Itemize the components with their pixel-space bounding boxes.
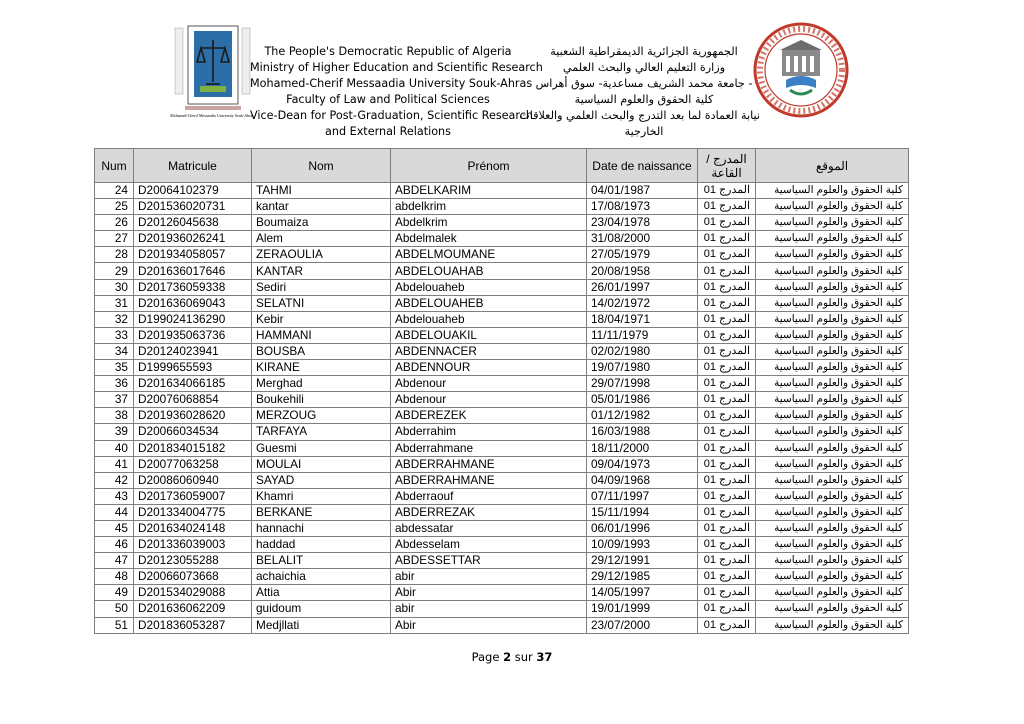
row-date: 23/07/2000 <box>587 617 698 633</box>
row-prenom: abdessatar <box>391 520 587 536</box>
row-amphi: المدرج 01 <box>698 295 756 311</box>
row-prenom: Abderraouf <box>391 488 587 504</box>
header-ar-line: كلية الحقوق والعلوم السياسية <box>574 93 714 106</box>
row-matricule: D201336039003 <box>134 537 252 553</box>
row-nom: Khamri <box>252 488 391 504</box>
footer-prefix: Page <box>471 650 500 664</box>
table-row <box>95 199 909 215</box>
row-lieu: كلية الحقوق والعلوم السياسية <box>756 553 909 569</box>
row-num: 50 <box>95 601 134 617</box>
row-nom: Merghad <box>252 376 391 392</box>
svg-text:Mohamed-Cherif Messaadia Unive: Mohamed-Cherif Messaadia University Souk-Ahras <box>170 113 254 118</box>
header-ar-line: وزارة التعليم العالي والبحث العلمي <box>562 61 726 74</box>
row-num: 38 <box>95 408 134 424</box>
row-matricule: D201636062209 <box>134 601 252 617</box>
row-num: 26 <box>95 215 134 231</box>
row-num: 32 <box>95 311 134 327</box>
row-nom: ZERAOULIA <box>252 247 391 263</box>
row-num: 30 <box>95 279 134 295</box>
row-prenom: Abdesselam <box>391 537 587 553</box>
row-date: 23/04/1978 <box>587 215 698 231</box>
page-footer <box>0 650 1024 664</box>
col-header-amphi: المدرج / القاعة <box>698 149 756 183</box>
table-row <box>95 343 909 359</box>
row-lieu: كلية الحقوق والعلوم السياسية <box>756 424 909 440</box>
row-num: 33 <box>95 327 134 343</box>
row-amphi: المدرج 01 <box>698 279 756 295</box>
row-date: 31/08/2000 <box>587 231 698 247</box>
row-matricule: D20123055288 <box>134 553 252 569</box>
row-prenom: Abdenour <box>391 392 587 408</box>
row-num: 29 <box>95 263 134 279</box>
row-matricule: D20124023941 <box>134 343 252 359</box>
row-lieu: كلية الحقوق والعلوم السياسية <box>756 183 909 199</box>
row-num: 25 <box>95 199 134 215</box>
row-num: 51 <box>95 617 134 633</box>
header-french <box>250 44 543 140</box>
row-lieu: كلية الحقوق والعلوم السياسية <box>756 376 909 392</box>
row-date: 20/08/1958 <box>587 263 698 279</box>
row-amphi: المدرج 01 <box>698 488 756 504</box>
row-num: 34 <box>95 343 134 359</box>
row-lieu: كلية الحقوق والعلوم السياسية <box>756 279 909 295</box>
row-amphi: المدرج 01 <box>698 520 756 536</box>
table-header-row <box>95 149 909 183</box>
row-matricule: D201736059007 <box>134 488 252 504</box>
row-lieu: كلية الحقوق والعلوم السياسية <box>756 360 909 376</box>
row-nom: MERZOUG <box>252 408 391 424</box>
row-num: 37 <box>95 392 134 408</box>
row-lieu: كلية الحقوق والعلوم السياسية <box>756 472 909 488</box>
table-row <box>95 263 909 279</box>
row-matricule: D201834015182 <box>134 440 252 456</box>
row-num: 47 <box>95 553 134 569</box>
row-lieu: كلية الحقوق والعلوم السياسية <box>756 585 909 601</box>
row-prenom: Abderrahim <box>391 424 587 440</box>
row-date: 04/01/1987 <box>587 183 698 199</box>
table-row <box>95 360 909 376</box>
row-matricule: D20066034534 <box>134 424 252 440</box>
row-lieu: كلية الحقوق والعلوم السياسية <box>756 537 909 553</box>
row-lieu: كلية الحقوق والعلوم السياسية <box>756 408 909 424</box>
row-lieu: كلية الحقوق والعلوم السياسية <box>756 520 909 536</box>
row-lieu: كلية الحقوق والعلوم السياسية <box>756 215 909 231</box>
row-amphi: المدرج 01 <box>698 376 756 392</box>
header-fr-line: The People's Democratic Republic of Algeria <box>264 45 512 58</box>
row-amphi: المدرج 01 <box>698 553 756 569</box>
row-matricule: D201936028620 <box>134 408 252 424</box>
row-date: 18/04/1971 <box>587 311 698 327</box>
row-amphi: المدرج 01 <box>698 456 756 472</box>
row-amphi: المدرج 01 <box>698 569 756 585</box>
table-row <box>95 585 909 601</box>
row-num: 46 <box>95 537 134 553</box>
row-matricule: D201936026241 <box>134 231 252 247</box>
row-nom: KIRANE <box>252 360 391 376</box>
row-lieu: كلية الحقوق والعلوم السياسية <box>756 617 909 633</box>
table-row <box>95 376 909 392</box>
table-row <box>95 231 909 247</box>
table-row <box>95 520 909 536</box>
row-amphi: المدرج 01 <box>698 537 756 553</box>
row-amphi: المدرج 01 <box>698 601 756 617</box>
row-lieu: كلية الحقوق والعلوم السياسية <box>756 504 909 520</box>
row-amphi: المدرج 01 <box>698 311 756 327</box>
row-prenom: ABDENNOUR <box>391 360 587 376</box>
row-nom: guidoum <box>252 601 391 617</box>
row-date: 29/07/1998 <box>587 376 698 392</box>
row-date: 14/05/1997 <box>587 585 698 601</box>
table-row <box>95 440 909 456</box>
row-num: 44 <box>95 504 134 520</box>
row-lieu: كلية الحقوق والعلوم السياسية <box>756 488 909 504</box>
footer-sep: sur <box>514 650 533 664</box>
row-nom: Alem <box>252 231 391 247</box>
row-nom: achaichia <box>252 569 391 585</box>
row-amphi: المدرج 01 <box>698 215 756 231</box>
row-amphi: المدرج 01 <box>698 504 756 520</box>
table-row <box>95 295 909 311</box>
table-row <box>95 327 909 343</box>
row-date: 06/01/1996 <box>587 520 698 536</box>
row-amphi: المدرج 01 <box>698 231 756 247</box>
row-nom: Boukehili <box>252 392 391 408</box>
row-nom: Boumaiza <box>252 215 391 231</box>
row-amphi: المدرج 01 <box>698 199 756 215</box>
row-prenom: Abir <box>391 585 587 601</box>
row-lieu: كلية الحقوق والعلوم السياسية <box>756 247 909 263</box>
row-amphi: المدرج 01 <box>698 617 756 633</box>
row-amphi: المدرج 01 <box>698 183 756 199</box>
row-amphi: المدرج 01 <box>698 408 756 424</box>
row-amphi: المدرج 01 <box>698 392 756 408</box>
row-matricule: D1999655593 <box>134 360 252 376</box>
row-num: 24 <box>95 183 134 199</box>
row-matricule: D199024136290 <box>134 311 252 327</box>
row-prenom: Abir <box>391 617 587 633</box>
header-fr-line: Ministry of Higher Education and Scientific Research <box>250 61 543 74</box>
faculty-logo <box>165 22 260 120</box>
row-lieu: كلية الحقوق والعلوم السياسية <box>756 343 909 359</box>
row-prenom: ABDENNACER <box>391 343 587 359</box>
col-header-nom: Nom <box>252 149 391 183</box>
row-lieu: كلية الحقوق والعلوم السياسية <box>756 295 909 311</box>
row-matricule: D201636017646 <box>134 263 252 279</box>
row-lieu: كلية الحقوق والعلوم السياسية <box>756 569 909 585</box>
row-nom: kantar <box>252 199 391 215</box>
row-num: 36 <box>95 376 134 392</box>
row-amphi: المدرج 01 <box>698 327 756 343</box>
col-header-date: Date de naissance <box>587 149 698 183</box>
table-row <box>95 488 909 504</box>
row-lieu: كلية الحقوق والعلوم السياسية <box>756 601 909 617</box>
row-num: 45 <box>95 520 134 536</box>
row-date: 26/01/1997 <box>587 279 698 295</box>
row-num: 27 <box>95 231 134 247</box>
row-matricule: D20076068854 <box>134 392 252 408</box>
row-date: 27/05/1979 <box>587 247 698 263</box>
col-header-num: Num <box>95 149 134 183</box>
row-date: 18/11/2000 <box>587 440 698 456</box>
table-row <box>95 504 909 520</box>
row-date: 09/04/1973 <box>587 456 698 472</box>
row-prenom: abir <box>391 569 587 585</box>
row-date: 07/11/1997 <box>587 488 698 504</box>
row-date: 10/09/1993 <box>587 537 698 553</box>
row-nom: Medjllati <box>252 617 391 633</box>
row-num: 35 <box>95 360 134 376</box>
header-fr-line: and External Relations <box>325 125 451 138</box>
row-date: 14/02/1972 <box>587 295 698 311</box>
row-amphi: المدرج 01 <box>698 472 756 488</box>
row-date: 05/01/1986 <box>587 392 698 408</box>
row-nom: Sediri <box>252 279 391 295</box>
row-nom: BOUSBA <box>252 343 391 359</box>
row-lieu: كلية الحقوق والعلوم السياسية <box>756 231 909 247</box>
row-nom: SELATNI <box>252 295 391 311</box>
row-amphi: المدرج 01 <box>698 360 756 376</box>
table-row <box>95 247 909 263</box>
row-date: 01/12/1982 <box>587 408 698 424</box>
table-row <box>95 537 909 553</box>
row-prenom: ABDEREZEK <box>391 408 587 424</box>
footer-total-pages: 37 <box>536 650 553 664</box>
row-nom: HAMMANI <box>252 327 391 343</box>
row-prenom: ABDELKARIM <box>391 183 587 199</box>
row-prenom: ABDELOUAKIL <box>391 327 587 343</box>
header-ar-line: الخارجية <box>624 125 664 138</box>
row-nom: BERKANE <box>252 504 391 520</box>
row-date: 11/11/1979 <box>587 327 698 343</box>
row-num: 39 <box>95 424 134 440</box>
row-nom: KANTAR <box>252 263 391 279</box>
row-date: 04/09/1968 <box>587 472 698 488</box>
row-date: 16/03/1988 <box>587 424 698 440</box>
row-amphi: المدرج 01 <box>698 424 756 440</box>
row-lieu: كلية الحقوق والعلوم السياسية <box>756 440 909 456</box>
row-matricule: D20066073668 <box>134 569 252 585</box>
row-date: 29/12/1991 <box>587 553 698 569</box>
row-prenom: Abdenour <box>391 376 587 392</box>
row-date: 29/12/1985 <box>587 569 698 585</box>
header-ar-line: نيابة العمادة لما بعد التدرج والبحث العلمي والعلاقات <box>519 109 760 122</box>
header-ar-line: الجمهورية الجزائرية الديمقراطية الشعبية <box>550 45 738 58</box>
row-matricule: D201836053287 <box>134 617 252 633</box>
row-num: 49 <box>95 585 134 601</box>
row-nom: MOULAI <box>252 456 391 472</box>
row-date: 19/07/1980 <box>587 360 698 376</box>
row-prenom: ABDERREZAK <box>391 504 587 520</box>
row-date: 15/11/1994 <box>587 504 698 520</box>
col-header-prenom: Prénom <box>391 149 587 183</box>
row-num: 28 <box>95 247 134 263</box>
header-arabic <box>519 44 760 140</box>
row-amphi: المدرج 01 <box>698 440 756 456</box>
row-nom: Attia <box>252 585 391 601</box>
table-row <box>95 617 909 633</box>
row-prenom: ABDESSETTAR <box>391 553 587 569</box>
row-matricule: D20086060940 <box>134 472 252 488</box>
row-lieu: كلية الحقوق والعلوم السياسية <box>756 311 909 327</box>
row-nom: BELALIT <box>252 553 391 569</box>
row-prenom: Abderrahmane <box>391 440 587 456</box>
row-amphi: المدرج 01 <box>698 343 756 359</box>
header-ar-line: - جامعة محمد الشريف مساعدية- سوق أهراس <box>535 77 753 90</box>
table-row <box>95 183 909 199</box>
row-matricule: D201534029088 <box>134 585 252 601</box>
row-lieu: كلية الحقوق والعلوم السياسية <box>756 263 909 279</box>
row-matricule: D20126045638 <box>134 215 252 231</box>
table-row <box>95 456 909 472</box>
row-lieu: كلية الحقوق والعلوم السياسية <box>756 199 909 215</box>
row-amphi: المدرج 01 <box>698 585 756 601</box>
row-prenom: abdelkrim <box>391 199 587 215</box>
row-num: 43 <box>95 488 134 504</box>
table-row <box>95 601 909 617</box>
row-matricule: D20064102379 <box>134 183 252 199</box>
row-amphi: المدرج 01 <box>698 263 756 279</box>
row-lieu: كلية الحقوق والعلوم السياسية <box>756 392 909 408</box>
row-nom: TARFAYA <box>252 424 391 440</box>
row-prenom: ABDELMOUMANE <box>391 247 587 263</box>
row-matricule: D201634066185 <box>134 376 252 392</box>
table-row <box>95 215 909 231</box>
col-header-matricule: Matricule <box>134 149 252 183</box>
row-nom: haddad <box>252 537 391 553</box>
row-nom: hannachi <box>252 520 391 536</box>
table-row <box>95 569 909 585</box>
row-lieu: كلية الحقوق والعلوم السياسية <box>756 327 909 343</box>
table-row <box>95 392 909 408</box>
table-row <box>95 279 909 295</box>
table-row <box>95 424 909 440</box>
row-prenom: ABDELOUAHAB <box>391 263 587 279</box>
row-num: 40 <box>95 440 134 456</box>
header-fr-line: Vice-Dean for Post-Graduation, Scientific Research <box>250 109 533 122</box>
row-matricule: D201536020731 <box>134 199 252 215</box>
table-row <box>95 311 909 327</box>
row-lieu: كلية الحقوق والعلوم السياسية <box>756 456 909 472</box>
row-date: 02/02/1980 <box>587 343 698 359</box>
row-prenom: ABDERRAHMANE <box>391 472 587 488</box>
row-nom: Kebir <box>252 311 391 327</box>
row-date: 19/01/1999 <box>587 601 698 617</box>
row-prenom: Abdelmalek <box>391 231 587 247</box>
row-nom: TAHMI <box>252 183 391 199</box>
row-prenom: ABDERRAHMANE <box>391 456 587 472</box>
row-prenom: abir <box>391 601 587 617</box>
row-matricule: D201636069043 <box>134 295 252 311</box>
footer-current-page: 2 <box>503 650 512 664</box>
row-num: 48 <box>95 569 134 585</box>
student-list-table <box>94 148 909 634</box>
col-header-lieu: الموقع <box>756 149 909 183</box>
table-row <box>95 472 909 488</box>
header-fr-line: Mohamed-Cherif Messaadia University Souk-Ahras <box>250 77 533 90</box>
row-num: 41 <box>95 456 134 472</box>
row-nom: SAYAD <box>252 472 391 488</box>
row-matricule: D201935063736 <box>134 327 252 343</box>
row-prenom: Abdelouaheb <box>391 311 587 327</box>
row-matricule: D20077063258 <box>134 456 252 472</box>
row-date: 17/08/1973 <box>587 199 698 215</box>
row-nom: Guesmi <box>252 440 391 456</box>
university-seal-logo <box>752 20 850 120</box>
row-prenom: Abdelkrim <box>391 215 587 231</box>
header-fr-line: Faculty of Law and Political Sciences <box>286 93 490 106</box>
row-amphi: المدرج 01 <box>698 247 756 263</box>
table-row <box>95 408 909 424</box>
row-num: 42 <box>95 472 134 488</box>
row-matricule: D201934058057 <box>134 247 252 263</box>
row-matricule: D201634024148 <box>134 520 252 536</box>
row-num: 31 <box>95 295 134 311</box>
row-prenom: Abdelouaheb <box>391 279 587 295</box>
row-prenom: ABDELOUAHEB <box>391 295 587 311</box>
table-row <box>95 553 909 569</box>
row-matricule: D201334004775 <box>134 504 252 520</box>
row-matricule: D201736059338 <box>134 279 252 295</box>
